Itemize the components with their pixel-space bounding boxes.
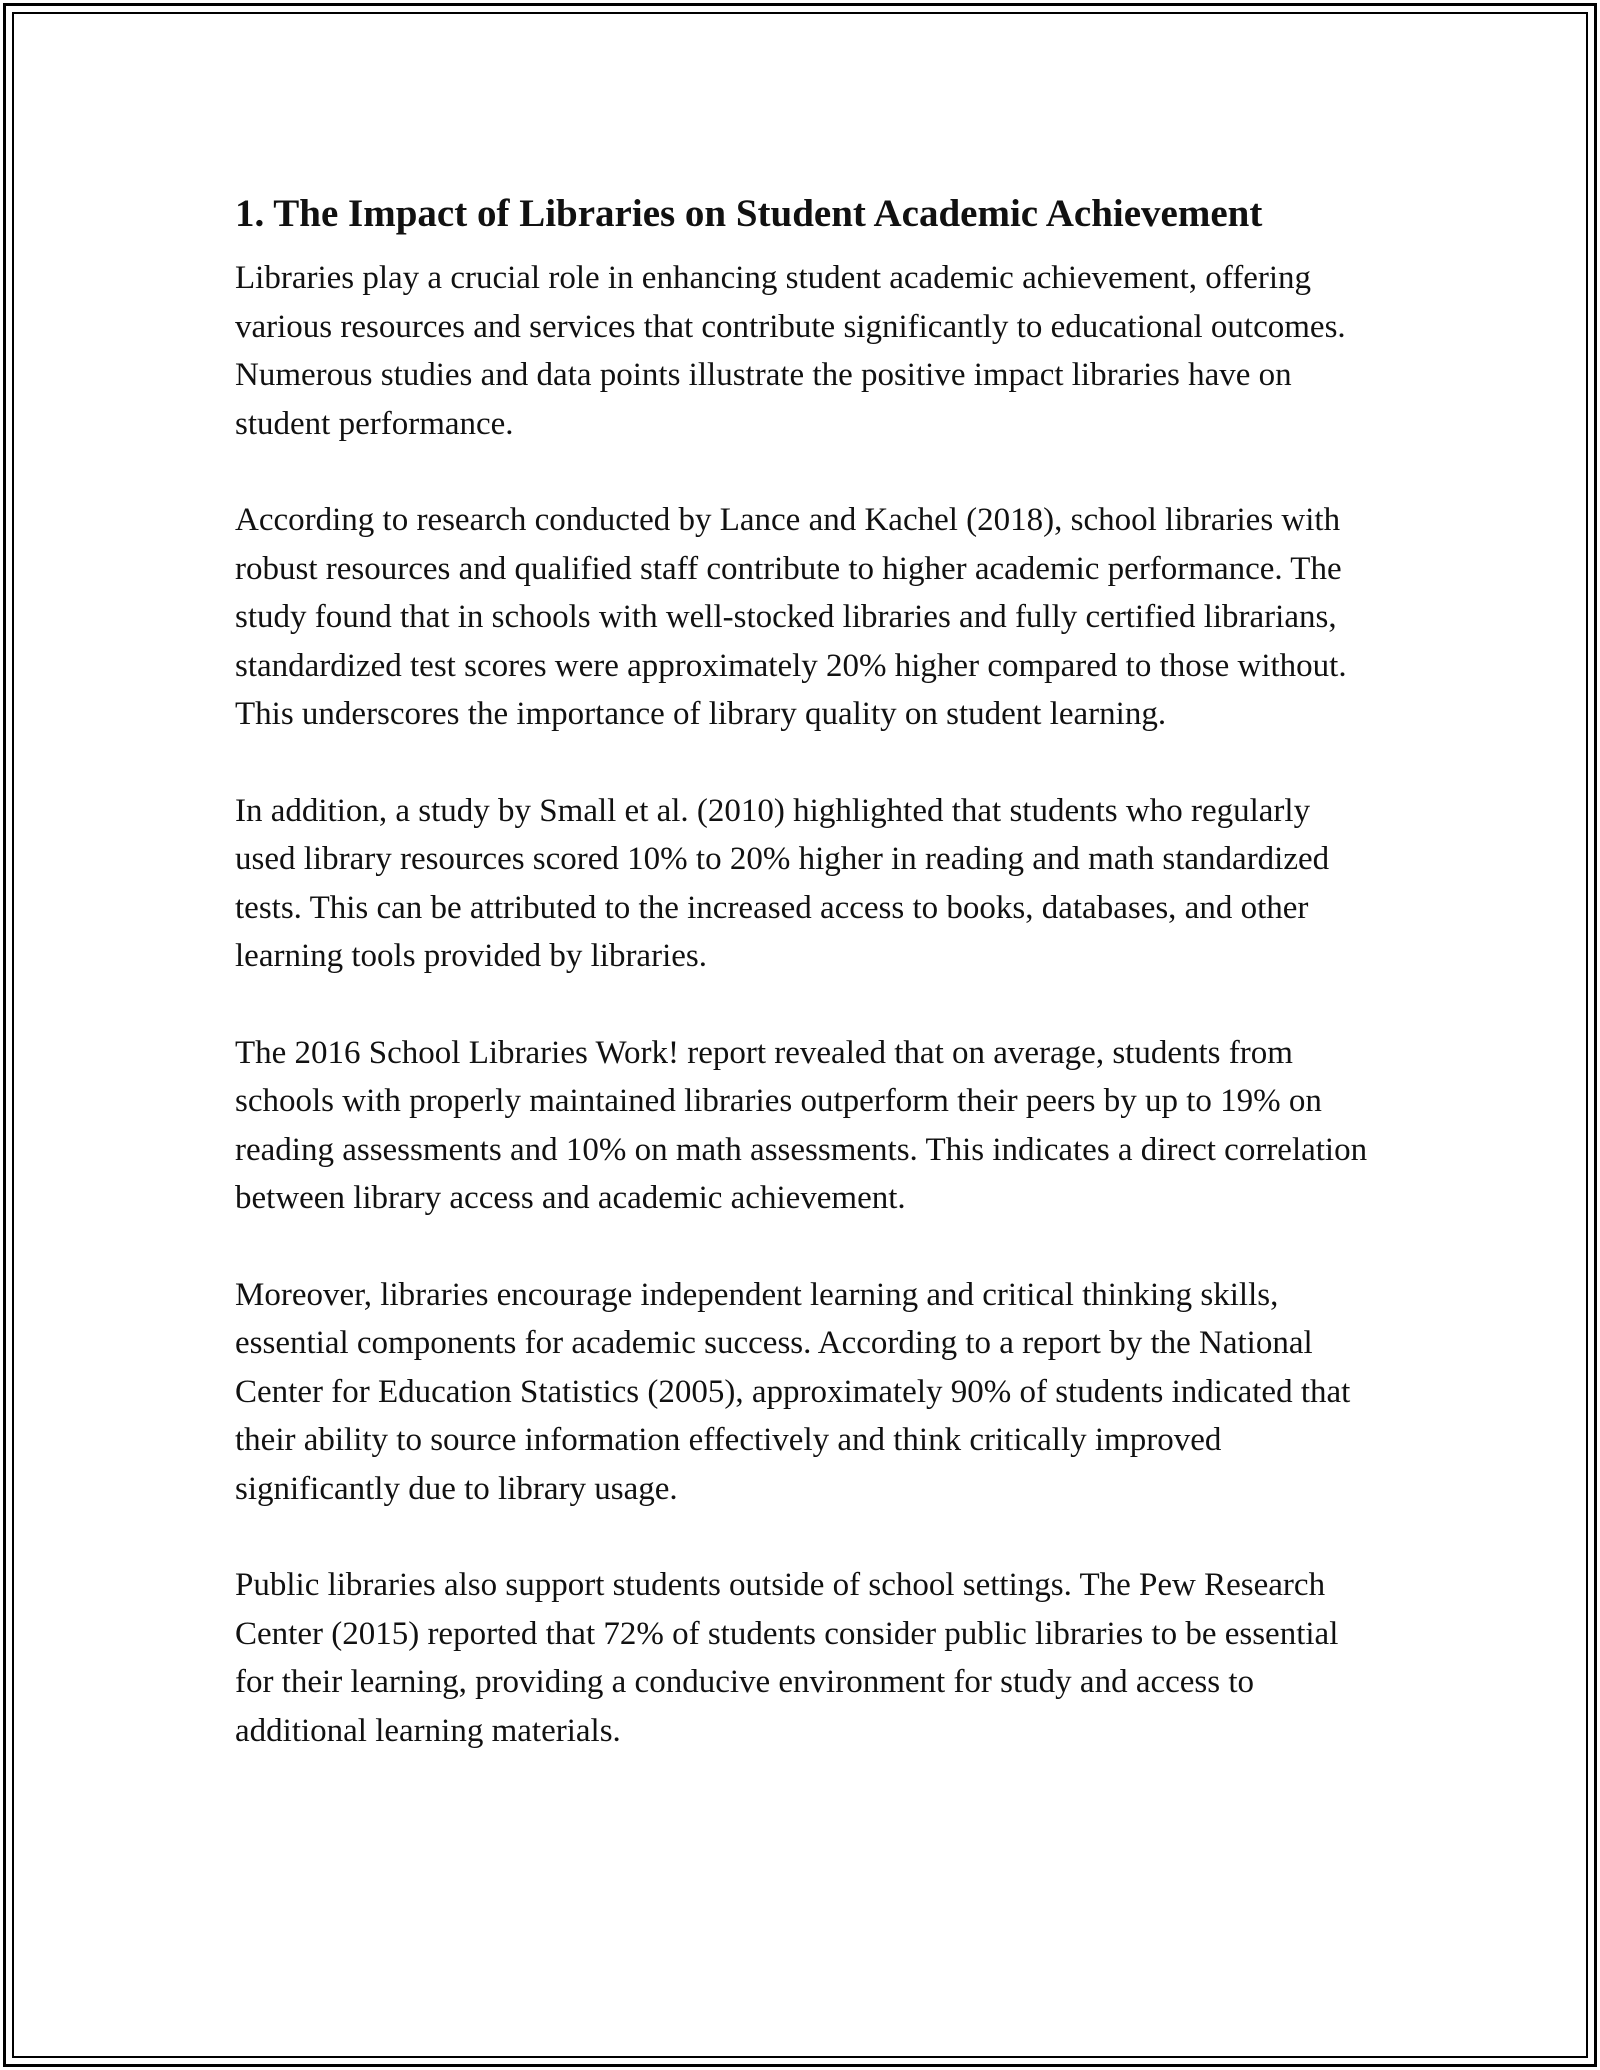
paragraph-intro: Libraries play a crucial role in enhancing student academic achievement, offering various resources and services that contribute significantly to educational outcomes. Numerous studies and data points illustrate the positive impact libraries have on student performance. — [235, 260, 1346, 442]
paragraph-small-et-al: In addition, a study by Small et al. (2010) highlighted that students who regularly used library resources scored 10% to 20% higher in reading and math standardized tests. This can be attributed to the increased access to books, databases, and other learning tools provided by libraries. — [235, 792, 1330, 974]
paragraph-school-libraries-work: The 2016 School Libraries Work! report revealed that on average, students from schools with properly maintained libraries outperform their peers by up to 19% on reading assessments and 10% on math assessments. This indicates a direct correlation between library access and academic achievement. — [235, 1034, 1368, 1216]
paragraph-independent-learning: Moreover, libraries encourage independent learning and critical thinking skills, essential components for academic success. According to a report by the National Center for Education Statistics (2005), approximately 90% of students indicated that their ability to source information effectively and think critically improved significantly due to library usage. — [235, 1276, 1351, 1507]
paragraph-lance-kachel: According to research conducted by Lance and Kachel (2018), school libraries with robust resources and qualified staff contribute to higher academic performance. The study found that in schools with well-stocked libraries and fully certified librarians, standardized test scores were approximately 20% higher compared to those without. This underscores the importance of library quality on student learning. — [235, 502, 1347, 732]
section-title: 1. The Impact of Libraries on Student Academic Achievement — [235, 192, 1263, 235]
document-body — [235, 188, 1370, 1755]
paragraph-public-libraries: Public libraries also support students outside of school settings. The Pew Research Center (2015) reported that 72% of students consider public libraries to be essential for their learning, providing a conducive environment for study and access to additional learning materials. — [235, 1567, 1339, 1749]
